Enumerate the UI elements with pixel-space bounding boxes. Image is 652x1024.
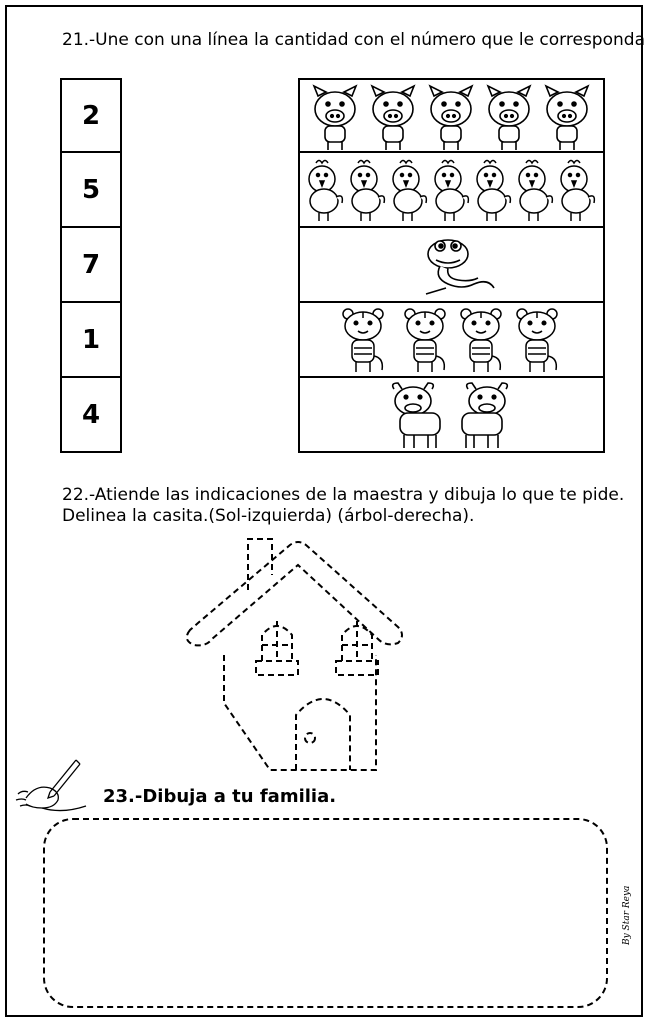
number-cell[interactable]: 7 [60, 228, 122, 303]
chicken-icon [561, 161, 594, 222]
tiger-icon [517, 309, 557, 372]
cow-icon [393, 383, 440, 448]
author-signature: By Star Reya [622, 885, 632, 945]
chicken-icon [477, 161, 510, 222]
house-tracing-icon[interactable] [180, 535, 470, 780]
question-22-line-1: 22.-Atiende las indicaciones de la maestra y dibuja lo que te pide. [62, 485, 625, 505]
pig-icon [488, 86, 530, 150]
chicken-icon [435, 161, 468, 222]
chicken-icon [309, 161, 342, 222]
chicken-icon [351, 161, 384, 222]
family-drawing-area[interactable] [43, 818, 608, 1008]
animal-row-chickens[interactable] [298, 153, 605, 228]
chicken-icon [519, 161, 552, 222]
animal-row-pigs[interactable] [298, 78, 605, 153]
animal-row-tigers[interactable] [298, 303, 605, 378]
number-cell[interactable]: 1 [60, 303, 122, 378]
pig-icon [430, 86, 472, 150]
number-column [60, 78, 122, 453]
pig-icon [372, 86, 414, 150]
tiger-icon [461, 309, 501, 372]
tiger-icon [343, 309, 383, 372]
number-cell[interactable]: 2 [60, 78, 122, 153]
question-21-title: 21.-Une con una línea la cantidad con el número que le corresponda [62, 30, 645, 50]
number-cell[interactable]: 5 [60, 153, 122, 228]
question-23-title: 23.-Dibuja a tu familia. [103, 786, 337, 807]
question-22-line-2: Delinea la casita.(Sol-izquierda) (árbol-derecha). [62, 506, 475, 526]
animal-row-cows[interactable] [298, 378, 605, 453]
writing-hand-icon [14, 758, 94, 813]
chicken-icon [393, 161, 426, 222]
animal-row-snake[interactable] [298, 228, 605, 303]
animal-column [298, 78, 605, 453]
cow-icon [462, 383, 507, 448]
pig-icon [314, 86, 356, 150]
tiger-icon [405, 309, 445, 372]
pig-icon [546, 86, 588, 150]
snake-icon [426, 240, 494, 294]
number-cell[interactable]: 4 [60, 378, 122, 453]
